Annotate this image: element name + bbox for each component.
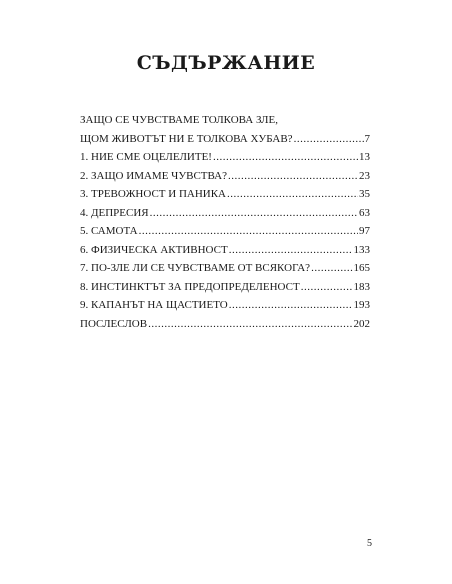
toc-entry-label: 2. ЗАЩО ИМАМЕ ЧУВСТВА?: [80, 169, 227, 182]
toc-page-number: 63: [359, 206, 370, 219]
toc-entry-3: [80, 185, 370, 204]
toc-leader-dots: [311, 259, 352, 278]
toc-entry-4: [80, 204, 370, 223]
toc-entry-5: [80, 222, 370, 241]
toc-leader-dots: [227, 185, 358, 204]
toc-entry-1: [80, 148, 370, 167]
toc-entry-2: [80, 167, 370, 186]
toc-entry-label: 1. НИЕ СМЕ ОЦЕЛЕЛИТЕ!: [80, 151, 212, 163]
toc-entry-label: 6. ФИЗИЧЕСКА АКТИВНОСТ: [80, 243, 228, 256]
toc-intro-line-2: [80, 130, 370, 149]
toc-leader-dots: [229, 296, 353, 315]
toc-leader-dots: [150, 204, 358, 223]
toc-entry-label: 4. ДЕПРЕСИЯ: [80, 206, 149, 219]
toc-page-number: 23: [359, 169, 370, 182]
toc-entry-6: [80, 241, 370, 260]
toc-page-number: 193: [353, 299, 370, 311]
toc-leader-dots: [148, 315, 352, 334]
toc-entry-label: 8. ИНСТИНКТЪТ ЗА ПРЕДОПРЕДЕЛЕНОСТ: [80, 280, 300, 293]
toc-entry-label: 9. КАПАНЪТ НА ЩАСТИЕТО: [80, 299, 228, 311]
toc-intro-label-1: ЗАЩО СЕ ЧУВСТВАМЕ ТОЛКОВА ЗЛЕ,: [80, 114, 278, 126]
toc-page-number: 97: [359, 225, 370, 237]
toc-entry-label: 5. САМОТА: [80, 225, 138, 237]
toc-entry-afterword: [80, 315, 370, 334]
table-of-contents: [80, 111, 370, 333]
toc-entry-7: [80, 259, 370, 278]
toc-intro-label-2: ЩОМ ЖИВОТЪТ НИ Е ТОЛКОВА ХУБАВ?: [80, 132, 293, 145]
toc-entry-label: 3. ТРЕВОЖНОСТ И ПАНИКА: [80, 188, 226, 200]
toc-entry-label: 7. ПО-ЗЛЕ ЛИ СЕ ЧУВСТВАМЕ ОТ ВСЯКОГА?: [80, 262, 311, 274]
toc-leader-dots: [213, 148, 358, 167]
page-number: 5: [367, 538, 372, 549]
toc-page-number: 133: [353, 243, 370, 256]
toc-entry-8: [80, 278, 370, 297]
toc-entry-label: ПОСЛЕСЛОВ: [80, 317, 148, 330]
toc-leader-dots: [139, 222, 358, 241]
toc-page-number: 7: [364, 132, 370, 145]
page-title: СЪДЪРЖАНИЕ: [136, 52, 316, 74]
toc-intro-line-1: [80, 111, 370, 130]
toc-leader-dots: [229, 241, 353, 260]
toc-page-number: 13: [359, 151, 370, 163]
toc-page-number: 165: [353, 262, 370, 274]
toc-entry-9: [80, 296, 370, 315]
toc-page-number: 202: [353, 317, 370, 330]
toc-leader-dots: [228, 167, 358, 186]
toc-leader-dots: [301, 278, 353, 297]
toc-leader-dots: [294, 130, 364, 149]
toc-page-number: 183: [353, 280, 370, 293]
toc-page-number: 35: [359, 188, 370, 200]
